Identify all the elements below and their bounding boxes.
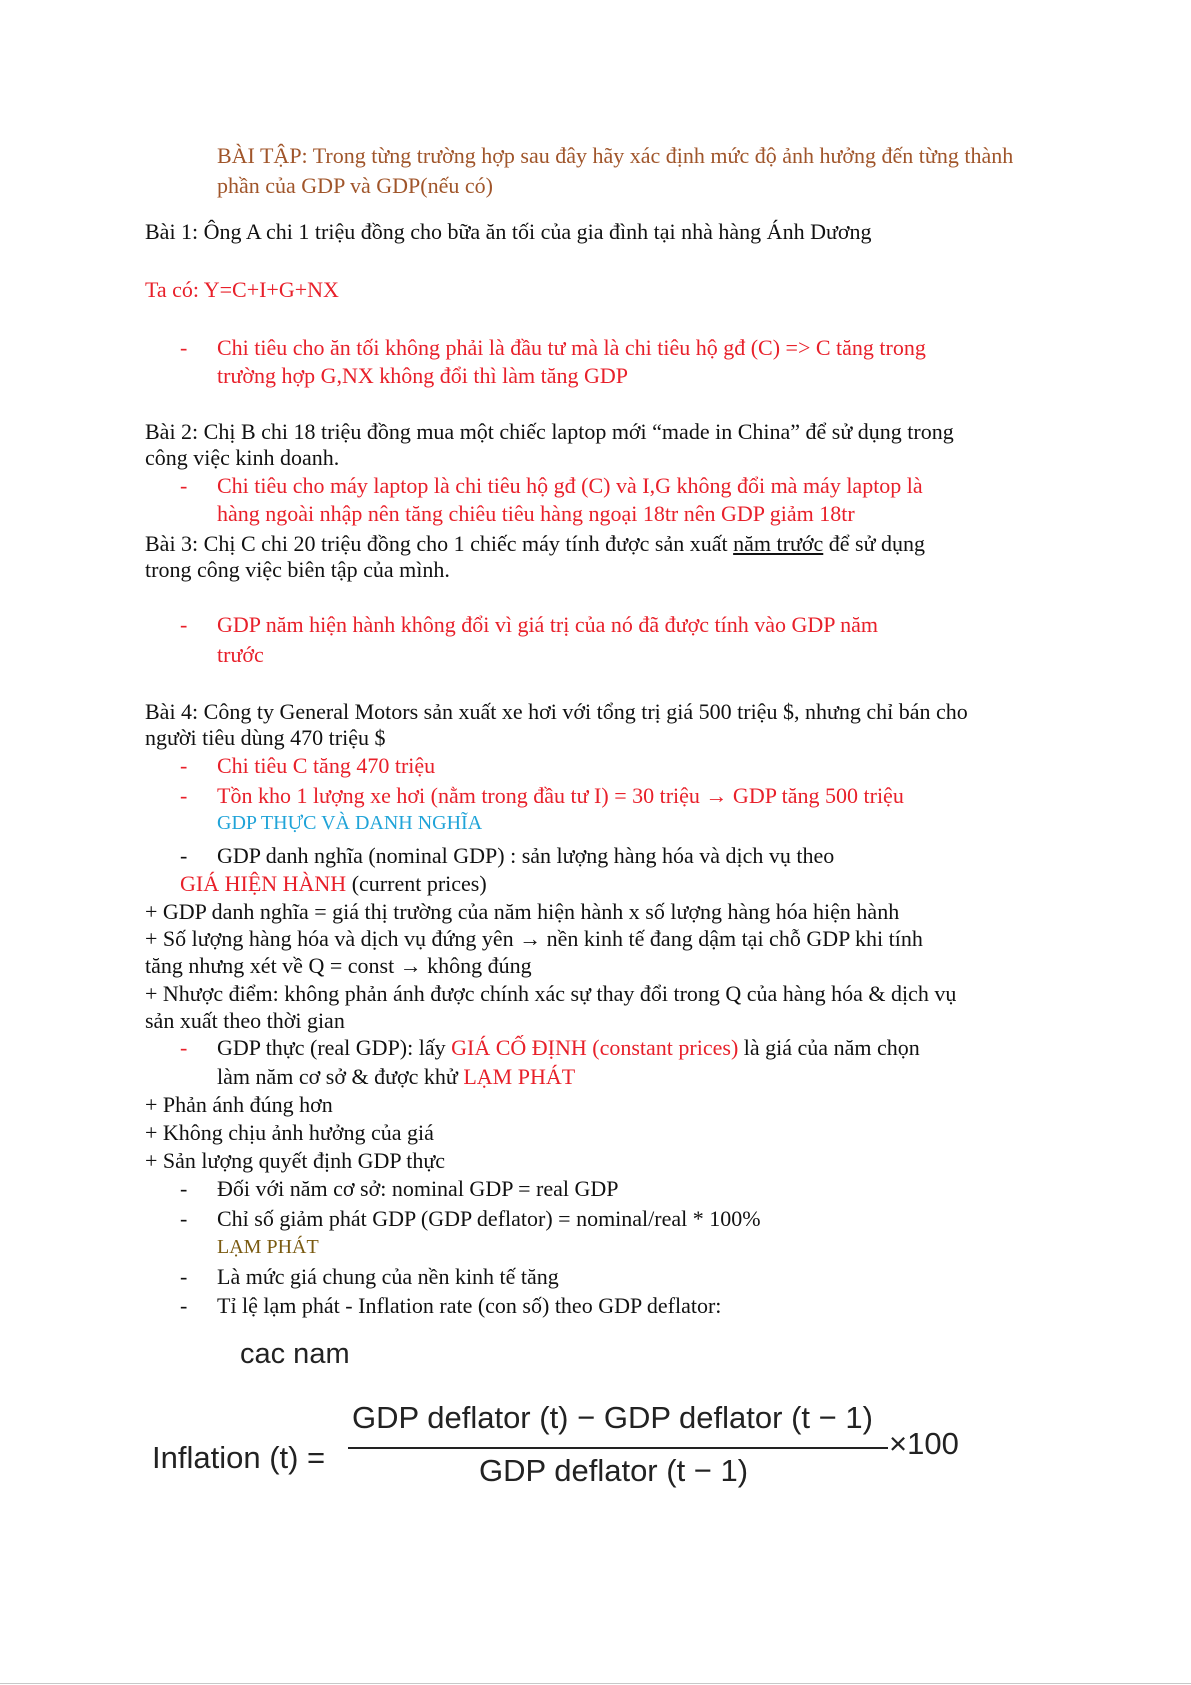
- bullet-dash: -: [180, 1293, 188, 1318]
- bai3-question-post: để sử dụng: [823, 531, 926, 556]
- nominal-plus-2-line2: tăng nhưng xét về Q = const → không đúng: [145, 953, 532, 978]
- section-heading-inflation: LẠM PHÁT: [217, 1236, 319, 1258]
- bai4-question-line1: Bài 4: Công ty General Motors sản xuất xe hơi với tổng trị giá 500 triệu $, nhưng chỉ bán cho: [145, 699, 968, 724]
- nominal-plus-3-line1: + Nhược điểm: không phản ánh được chính xác sự thay đổi trong Q của hàng hóa & dịch vụ: [145, 981, 957, 1006]
- gdp-deflator-line: Chỉ số giảm phát GDP (GDP deflator) = nominal/real * 100%: [217, 1206, 761, 1231]
- inflation-formula: [152, 1400, 992, 1510]
- page-bottom-rule: [0, 1683, 1191, 1684]
- bullet-dash: -: [180, 1264, 188, 1289]
- bai4-answer1: Chi tiêu C tăng 470 triệu: [217, 753, 436, 778]
- bullet-dash: -: [180, 843, 188, 868]
- real-plus-2: + Không chịu ảnh hưởng của giá: [145, 1120, 434, 1145]
- real-gdp-line2-highlight: LẠM PHÁT: [463, 1064, 576, 1089]
- bai3-question-line1: [145, 531, 925, 557]
- nominal-plus-1: + GDP danh nghĩa = giá thị trường của năm hiện hành x số lượng hàng hóa hiện hành: [145, 899, 900, 924]
- formula-multiplier: ×100: [889, 1426, 959, 1461]
- formula-left: Inflation (t) =: [152, 1440, 326, 1475]
- fraction-bar: [348, 1447, 888, 1449]
- nominal-gdp-line1: GDP danh nghĩa (nominal GDP) : sản lượng hàng hóa và dịch vụ theo: [217, 843, 835, 868]
- bai3-answer-line2: trước: [217, 642, 264, 667]
- nominal-gdp-highlight: GIÁ HIỆN HÀNH: [180, 871, 347, 896]
- real-gdp-post: là giá của năm chọn: [738, 1035, 920, 1060]
- bai2-answer-line2: hàng ngoài nhập nên tăng chiêu tiêu hàng ngoại 18tr nên GDP giảm 18tr: [217, 501, 855, 526]
- bullet-dash: -: [180, 612, 188, 637]
- real-gdp-line2-pre: làm năm cơ sở & được khử: [217, 1064, 464, 1089]
- real-gdp-pre: GDP thực (real GDP): lấy: [217, 1035, 452, 1060]
- bai1-answer-line2: trường hợp G,NX không đổi thì làm tăng GDP: [217, 363, 629, 388]
- bai3-question-underline: năm trước: [733, 531, 824, 556]
- inflation-item2: Tỉ lệ lạm phát - Inflation rate (con số) theo GDP deflator:: [217, 1293, 722, 1318]
- real-plus-1: + Phản ánh đúng hơn: [145, 1092, 333, 1117]
- section-heading-gdp: GDP THỰC VÀ DANH NGHĨA: [217, 812, 483, 834]
- bullet-dash: -: [180, 335, 188, 360]
- bullet-dash: -: [180, 753, 188, 778]
- real-gdp-line1: [217, 1035, 920, 1061]
- bullet-dash: -: [180, 473, 188, 498]
- cropped-image-text: cac nam: [240, 1338, 350, 1370]
- bai2-question-line1: Bài 2: Chị B chi 18 triệu đồng mua một chiếc laptop mới “made in China” để sử dụng trong: [145, 419, 954, 444]
- nominal-gdp-line2-rest: (current prices): [346, 871, 487, 896]
- exercise-intro-line1: BÀI TẬP: Trong từng trường hợp sau đây hãy xác định mức độ ảnh hưởng đến từng thành: [217, 143, 1014, 168]
- real-gdp-highlight: GIÁ CỐ ĐỊNH (constant prices): [451, 1035, 739, 1060]
- real-plus-3: + Sản lượng quyết định GDP thực: [145, 1148, 446, 1173]
- nominal-gdp-line2: [180, 871, 487, 897]
- bullet-dash: -: [180, 783, 188, 808]
- inflation-item1: Là mức giá chung của nền kinh tế tăng: [217, 1264, 559, 1289]
- nominal-plus-3-line2: sản xuất theo thời gian: [145, 1008, 345, 1033]
- bai3-answer-line1: GDP năm hiện hành không đổi vì giá trị của nó đã được tính vào GDP năm: [217, 612, 879, 637]
- bai3-question-pre: Bài 3: Chị C chi 20 triệu đồng cho 1 chiếc máy tính được sản xuất: [145, 531, 734, 556]
- bai2-answer-line1: Chi tiêu cho máy laptop là chi tiêu hộ gđ (C) và I,G không đổi mà máy laptop là: [217, 473, 923, 498]
- bai4-question-line2: người tiêu dùng 470 triệu $: [145, 725, 386, 750]
- exercise-intro-line2: phần của GDP và GDP(nếu có): [217, 173, 493, 198]
- bai2-question-line2: công việc kinh doanh.: [145, 445, 340, 470]
- bai1-formula: Ta có: Y=C+I+G+NX: [145, 277, 339, 302]
- bullet-dash: -: [180, 1206, 188, 1231]
- formula-numerator: GDP deflator (t) − GDP deflator (t − 1): [352, 1400, 873, 1435]
- bullet-dash: -: [180, 1176, 188, 1201]
- real-gdp-line2: [217, 1064, 575, 1090]
- bai3-question-line2: trong công việc biên tập của mình.: [145, 557, 450, 582]
- base-year-line: Đối với năm cơ sở: nominal GDP = real GDP: [217, 1176, 619, 1201]
- nominal-plus-2-line1: + Số lượng hàng hóa và dịch vụ đứng yên → nền kinh tế đang dậm tại chỗ GDP khi tính: [145, 926, 923, 951]
- formula-denominator: GDP deflator (t − 1): [479, 1453, 749, 1488]
- bai4-answer2: Tồn kho 1 lượng xe hơi (nằm trong đầu tư I) = 30 triệu → GDP tăng 500 triệu: [217, 783, 904, 808]
- bai1-question: Bài 1: Ông A chi 1 triệu đồng cho bữa ăn tối của gia đình tại nhà hàng Ánh Dương: [145, 219, 872, 244]
- bullet-dash: -: [180, 1035, 188, 1060]
- bai1-answer-line1: Chi tiêu cho ăn tối không phải là đầu tư mà là chi tiêu hộ gđ (C) => C tăng trong: [217, 335, 926, 360]
